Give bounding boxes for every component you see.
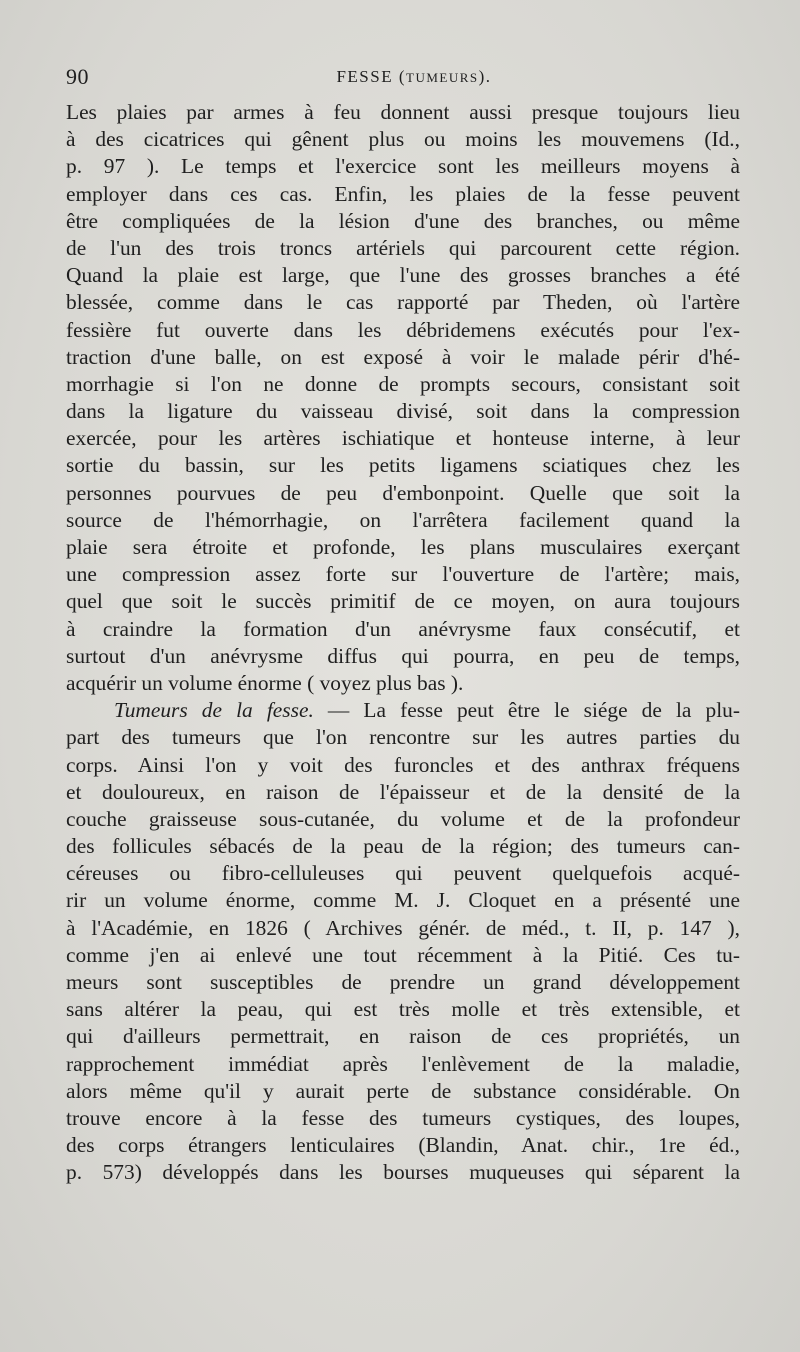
text-line: part des tumeurs que l'on rencontre sur les autres parties du (66, 725, 740, 750)
text-line: céreuses ou fibro-celluleuses qui peuvent quelquefois acqué- (66, 861, 740, 886)
running-head-end: ). (478, 67, 492, 86)
text-line: source de l'hémorrhagie, on l'arrêtera facilement quand la (66, 507, 740, 532)
text-line: fessière fut ouverte dans les débridemens exécutés pour l'ex- (66, 317, 740, 342)
text-line: quel que soit le succès primitif de ce moyen, on aura toujours (66, 589, 740, 614)
running-head (66, 67, 762, 87)
text-line: couche graisseuse sous-cutanée, du volume et de la profondeur (66, 806, 740, 831)
text-line: alors même qu'il y aurait perte de substance considérable. On (66, 1078, 740, 1103)
text-line-rest: — La fesse peut être le siége de la plu- (313, 698, 740, 723)
text-line: traction d'une balle, on est exposé à voir le malade périr d'hé- (66, 344, 740, 369)
text-line: plaie sera étroite et profonde, les plans musculaires exerçant (66, 535, 740, 559)
paragraph-tumours (66, 697, 740, 1186)
text-line: de l'un des trois troncs artériels qui parcourent cette région. (66, 235, 740, 260)
text-line: dans la ligature du vaisseau divisé, soit dans la compression (66, 399, 740, 424)
page-number: 90 (66, 64, 89, 89)
text-line: à des cicatrices qui gênent plus ou moins les mouvemens (Id., (66, 127, 740, 152)
text-line: morrhagie si l'on ne donne de prompts secours, consistant soit (66, 371, 740, 396)
page-body (66, 99, 740, 1187)
text-line: corps. Ainsi l'on y voit des furoncles et des anthrax fréquens (66, 752, 740, 777)
text-line: trouve encore à la fesse des tumeurs cystiques, des loupes, (66, 1105, 740, 1130)
text-line: comme j'en ai enlevé une tout récemment à la Pitié. Ces tu- (66, 942, 740, 967)
text-line: surtout d'un anévrysme diffus qui pourra, en peu de temps, (66, 643, 740, 668)
text-line: p. 573) développés dans les bourses muqueuses qui séparent la (66, 1160, 740, 1185)
paragraph-gunshot-wounds (66, 99, 740, 697)
text-line: à l'Académie, en 1826 ( Archives génér. de méd., t. II, p. 147 ), (66, 915, 740, 940)
text-line: à craindre la formation d'un anévrysme faux consécutif, et (66, 616, 740, 641)
text-line: être compliquées de la lésion d'une des branches, ou même (66, 208, 740, 233)
text-line: qui d'ailleurs permettrait, en raison de ces propriétés, un (66, 1024, 740, 1049)
text-line: sortie du bassin, sur les petits ligamens sciatiques chez les (66, 453, 740, 478)
text-line: exercée, pour les artères ischiatique et honteuse interne, à leur (66, 426, 740, 451)
running-head-small-caps: TUMEURS (406, 70, 479, 85)
text-line: acquérir un volume énorme ( voyez plus bas ). (66, 670, 464, 695)
text-line: Les plaies par armes à feu donnent aussi presque toujours lieu (66, 100, 740, 124)
text-line: p. 97 ). Le temps et l'exercice sont les meilleurs moyens à (66, 154, 740, 179)
running-head-main: FESSE ( (336, 67, 406, 86)
text-line: des follicules sébacés de la peau de la région; des tumeurs can- (66, 834, 740, 859)
text-line: une compression assez forte sur l'ouverture de l'artère; mais, (66, 562, 740, 587)
text-line: rir un volume énorme, comme M. J. Cloquet en a présenté une (66, 888, 740, 913)
text-line: des corps étrangers lenticulaires (Blandin, Anat. chir., 1re éd., (66, 1133, 740, 1158)
text-line: blessée, comme dans le cas rapporté par Theden, où l'artère (66, 290, 740, 315)
section-lead-italic: Tumeurs de la fesse. (114, 698, 314, 723)
text-line: personnes pourvues de peu d'embonpoint. Quelle que soit la (66, 480, 740, 505)
text-line: sans altérer la peau, qui est très molle et très extensible, et (66, 997, 740, 1022)
text-line: et douloureux, en raison de l'épaisseur et de la densité de la (66, 779, 740, 804)
page-header (66, 64, 762, 94)
text-line: employer dans ces cas. Enfin, les plaies de la fesse peuvent (66, 181, 740, 206)
text-line: rapprochement immédiat après l'enlèvement de la maladie, (66, 1051, 740, 1076)
text-line: meurs sont susceptibles de prendre un grand développement (66, 970, 740, 994)
text-line (66, 697, 740, 724)
text-line: Quand la plaie est large, que l'une des grosses branches a été (66, 263, 740, 288)
